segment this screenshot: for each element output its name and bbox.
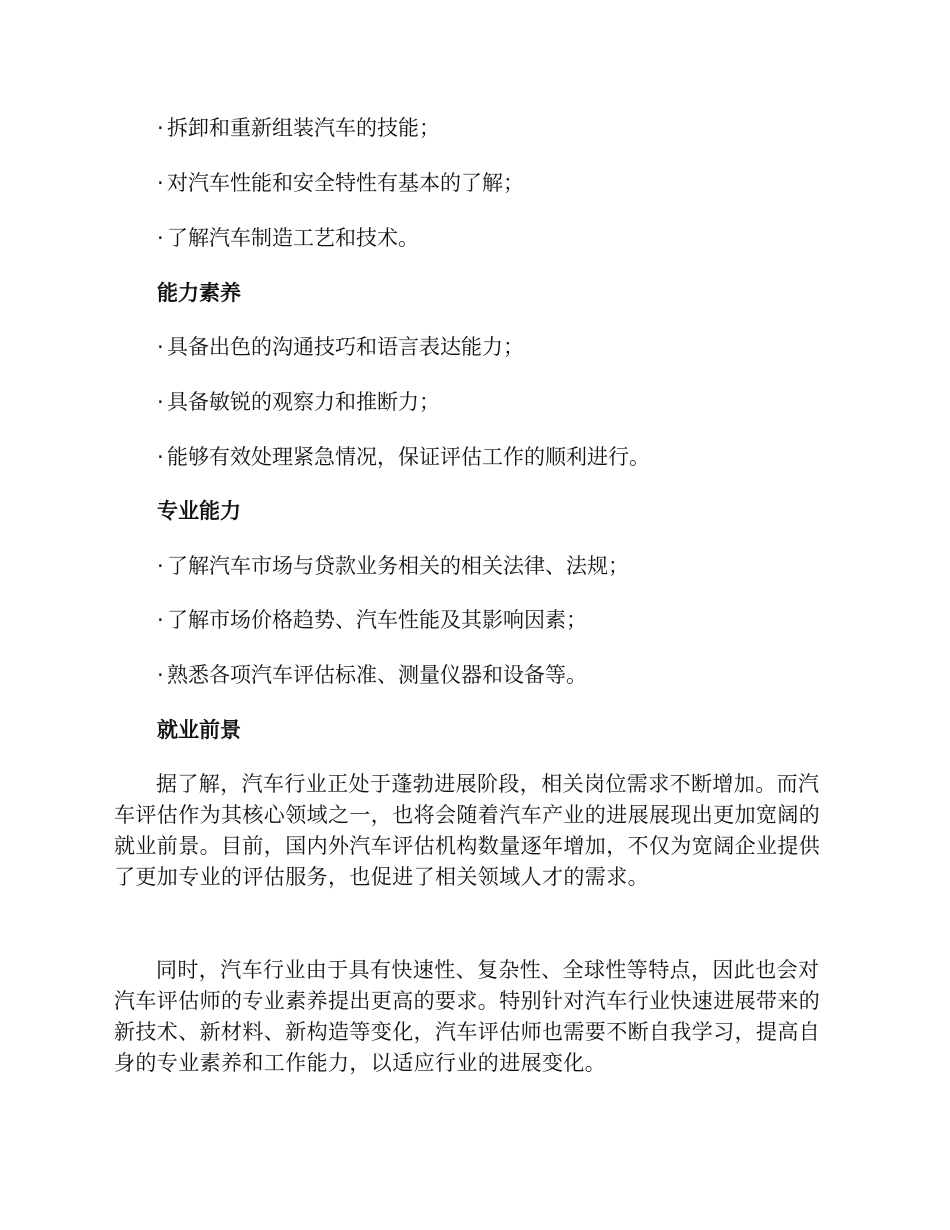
list-item-text: 了解市场价格趋势、汽车性能及其影响因素；	[167, 608, 587, 632]
list-item-text: 拆卸和重新组装汽车的技能；	[167, 116, 440, 140]
bullet-marker: ·	[157, 171, 164, 195]
list-item	[157, 169, 524, 197]
list-item-text: 熟悉各项汽车评估标准、测量仪器和设备等。	[167, 663, 587, 687]
list-item	[157, 388, 440, 416]
bullet-marker: ·	[157, 116, 164, 140]
bullet-marker: ·	[157, 445, 164, 469]
section-heading: 专业能力	[157, 499, 241, 523]
list-item	[157, 552, 629, 580]
list-item-text: 具备出色的沟通技巧和语言表达能力；	[167, 335, 524, 359]
list-item	[157, 606, 587, 634]
bullet-marker: ·	[157, 608, 164, 632]
body-paragraph: 同时，汽车行业由于具有快速性、复杂性、全球性等特点，因此也会对汽车评估师的专业素养提出更高的要求。特别针对汽车行业快速进展带来的新技术、新材料、新构造等变化，汽车评估师也需要不断自我学习，提高自身的专业素养和工作能力，以适应行业的进展变化。	[114, 958, 821, 1075]
bullet-marker: ·	[157, 663, 164, 687]
bullet-marker: ·	[157, 554, 164, 578]
list-item	[157, 661, 587, 689]
list-item-text: 对汽车性能和安全特性有基本的了解；	[167, 171, 524, 195]
list-item-text: 了解汽车制造工艺和技术。	[167, 226, 419, 250]
section-heading: 就业前景	[157, 718, 241, 742]
list-item-text: 了解汽车市场与贷款业务相关的相关法律、法规；	[167, 554, 629, 578]
list-item	[157, 114, 440, 142]
list-item	[157, 333, 524, 361]
list-item	[157, 224, 419, 252]
bullet-marker: ·	[157, 335, 164, 359]
list-item-text: 具备敏锐的观察力和推断力；	[167, 390, 440, 414]
bullet-marker: ·	[157, 390, 164, 414]
body-paragraph: 据了解，汽车行业正处于蓬勃进展阶段，相关岗位需求不断增加。而汽车评估作为其核心领域之一，也将会随着汽车产业的进展展现出更加宽阔的就业前景。目前，国内外汽车评估机构数量逐年增加，不仅为宽阔企业提供了更加专业的评估服务，也促进了相关领域人才的需求。	[114, 772, 821, 889]
bullet-marker: ·	[157, 226, 164, 250]
list-item-text: 能够有效处理紧急情况，保证评估工作的顺利进行。	[167, 445, 650, 469]
list-item	[157, 443, 650, 471]
section-heading: 能力素养	[157, 281, 241, 305]
